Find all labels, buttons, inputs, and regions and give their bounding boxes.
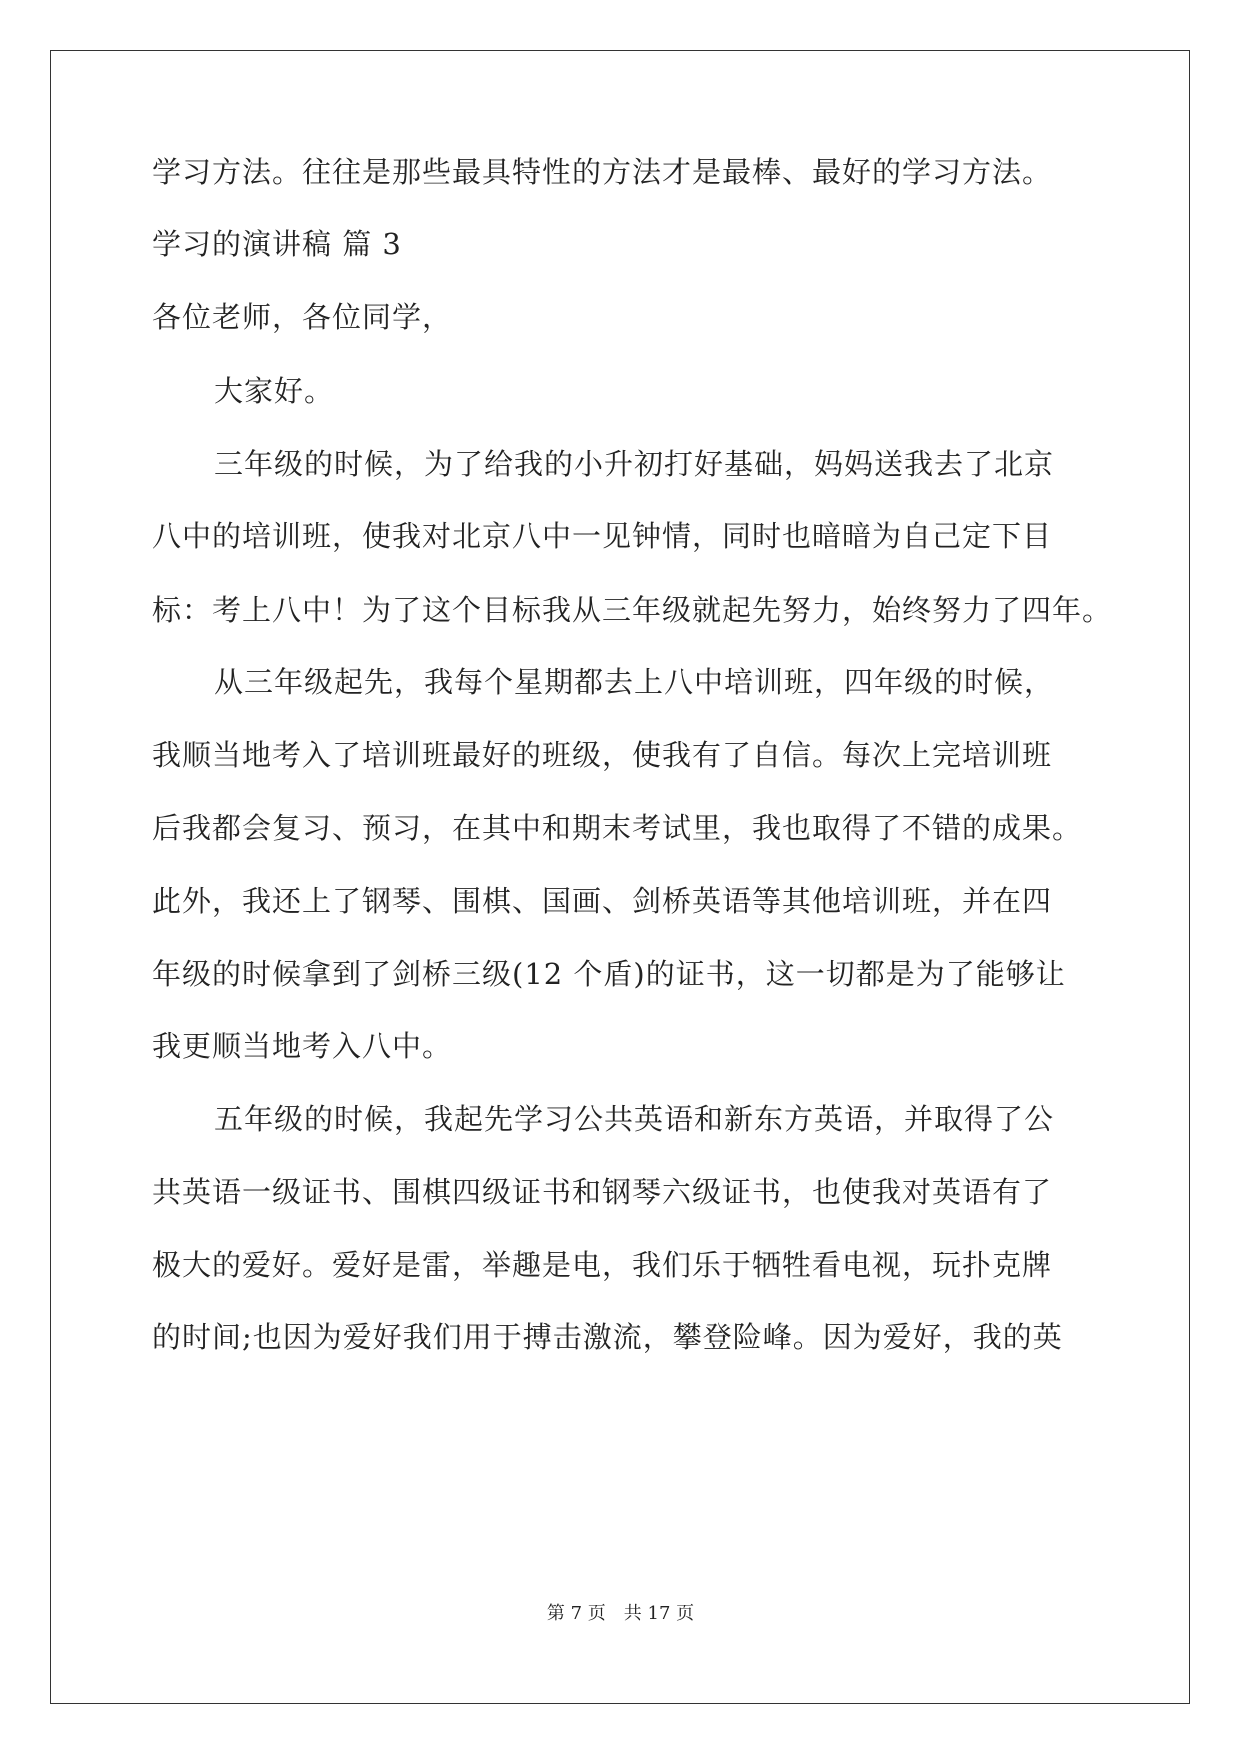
paragraph-line: 的时间;也因为爱好我们用于搏击激流，攀登险峰。因为爱好，我的英: [152, 1320, 1063, 1354]
paragraph-line: 极大的爱好。爱好是雷，举趣是电，我们乐于牺牲看电视，玩扑克牌: [152, 1248, 1053, 1282]
paragraph-line: 此外，我还上了钢琴、围棋、国画、剑桥英语等其他培训班，并在四: [152, 884, 1053, 918]
section-heading: 学习的演讲稿 篇 3: [152, 227, 402, 261]
paragraph-line: 从三年级起先，我每个星期都去上八中培训班，四年级的时候，: [214, 665, 1055, 699]
text-line: 学习方法。往往是那些最具特性的方法才是最棒、最好的学习方法。: [152, 155, 1053, 189]
paragraph-line: 标：考上八中！为了这个目标我从三年级就起先努力，始终努力了四年。: [152, 593, 1113, 627]
page-number: 第 7 页: [546, 1603, 606, 1624]
paragraph-line: 我顺当地考入了培训班最好的班级，使我有了自信。每次上完培训班: [152, 738, 1053, 772]
paragraph-line: 年级的时候拿到了剑桥三级(12 个盾)的证书，这一切都是为了能够让: [152, 957, 1066, 991]
greeting: 大家好。: [214, 374, 335, 408]
paragraph-line: 我更顺当地考入八中。: [152, 1029, 453, 1063]
salutation: 各位老师，各位同学，: [152, 300, 453, 334]
paragraph-line: 共英语一级证书、围棋四级证书和钢琴六级证书，也使我对英语有了: [152, 1175, 1053, 1209]
paragraph-line: 八中的培训班，使我对北京八中一见钟情，同时也暗暗为自己定下目: [152, 519, 1053, 553]
paragraph-line: 后我都会复习、预习，在其中和期末考试里，我也取得了不错的成果。: [152, 811, 1083, 845]
page-footer: [0, 1603, 1241, 1625]
paragraph-line: 三年级的时候，为了给我的小升初打好基础，妈妈送我去了北京: [214, 447, 1055, 481]
page-total: 共 17 页: [623, 1603, 695, 1624]
paragraph-line: 五年级的时候，我起先学习公共英语和新东方英语，并取得了公: [214, 1102, 1055, 1136]
